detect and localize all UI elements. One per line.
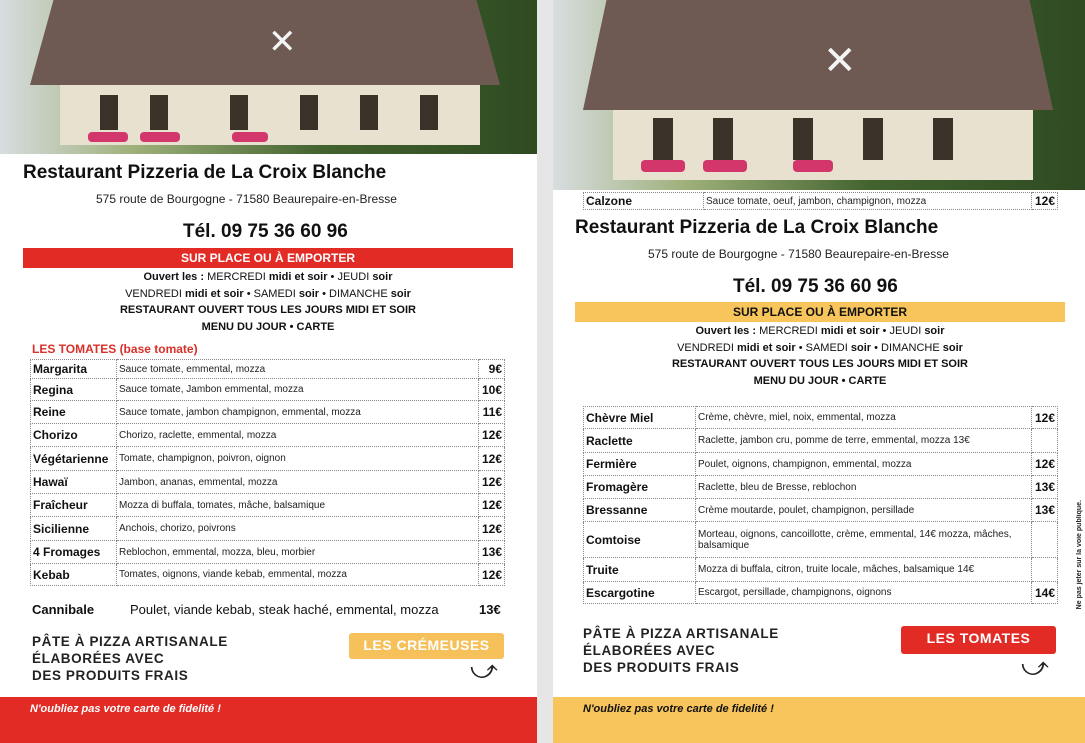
service-band: SUR PLACE OU À EMPORTER (23, 248, 513, 268)
menu-item (584, 476, 1058, 499)
item-name: Raclette (584, 429, 696, 453)
item-price: 12€ (1032, 193, 1058, 210)
menu-item (584, 499, 1058, 522)
item-desc: Mozza di buffala, citron, truite locale, mâches, balsamique 14€ (696, 558, 1032, 582)
slogan: PÂTE À PIZZA ARTISANALE ÉLABORÉES AVEC DES PRODUITS FRAIS (583, 626, 779, 675)
item-desc: Jambon, ananas, emmental, mozza (117, 471, 479, 494)
item-desc: Raclette, bleu de Bresse, reblochon (696, 476, 1032, 499)
item-price: 13€ (1032, 499, 1058, 522)
footer-text: N'oubliez pas votre carte de fidelité ! (583, 703, 774, 715)
hours-line-4: MENU DU JOUR • CARTE (753, 374, 887, 387)
item-desc: Crème moutarde, poulet, champignon, persillade (696, 499, 1032, 522)
menu-item (31, 424, 505, 447)
item-price (1032, 558, 1058, 582)
menu-item (31, 379, 505, 401)
item-name: Fraîcheur (31, 494, 117, 517)
menu-item (31, 494, 505, 517)
item-name: Sicilienne (31, 517, 117, 541)
menu-item (31, 564, 505, 586)
footer-band (553, 697, 1085, 743)
item-name: Calzone (584, 193, 704, 210)
menu-table-tomates (30, 359, 505, 586)
hours-line-4: MENU DU JOUR • CARTE (201, 320, 335, 333)
restaurant-title: Restaurant Pizzeria de La Croix Blanche (575, 217, 939, 238)
phone-number: Tél. 09 75 36 60 96 (183, 221, 348, 242)
item-name: Chorizo (31, 424, 117, 447)
item-price: 10€ (479, 379, 505, 401)
item-desc: Tomate, champignon, poivron, oignon (117, 447, 479, 471)
cannibale-desc: Poulet, viande kebab, steak haché, emmental, mozza (130, 602, 439, 617)
menu-item (31, 471, 505, 494)
item-desc: Mozza di buffala, tomates, mâche, balsamique (117, 494, 479, 517)
cannibale-name: Cannibale (32, 602, 95, 617)
menu-item (31, 360, 505, 379)
menu-item (31, 447, 505, 471)
item-price: 11€ (479, 401, 505, 424)
hours-line-3: RESTAURANT OUVERT TOUS LES JOURS MIDI ET SOIR (671, 358, 968, 370)
item-price: 13€ (1032, 476, 1058, 499)
restaurant-address: 575 route de Bourgogne - 71580 Beaurepaire-en-Bresse (96, 192, 397, 206)
menu-item (31, 401, 505, 424)
menu-table-top (583, 192, 1058, 210)
item-desc: Sauce tomate, emmental, mozza (117, 360, 479, 379)
item-desc: Crème, chèvre, miel, noix, emmental, mozza (696, 407, 1032, 429)
item-desc: Sauce tomate, jambon champignon, emmental, mozza (117, 401, 479, 424)
item-price: 12€ (479, 517, 505, 541)
item-desc: Sauce tomate, oeuf, jambon, champignon, mozza (704, 193, 1032, 210)
item-desc: Chorizo, raclette, emmental, mozza (117, 424, 479, 447)
restaurant-title: Restaurant Pizzeria de La Croix Blanche (23, 162, 387, 183)
item-price: 9€ (479, 360, 505, 379)
opening-hours (23, 269, 513, 335)
page-gutter (537, 0, 553, 743)
hours-line-2: VENDREDI midi et soir • SAMEDI soir • DIMANCHE soir (677, 341, 963, 354)
item-desc: Poulet, oignons, champignon, emmental, mozza (696, 453, 1032, 476)
item-desc: Morteau, oignons, cancoillotte, crème, emmental, 14€ mozza, mâches, balsamique (696, 522, 1032, 558)
item-name: Hawaï (31, 471, 117, 494)
hours-line-1: Ouvert les : MERCREDI midi et soir • JEUDI soir (695, 325, 945, 337)
item-name: Chèvre Miel (584, 407, 696, 429)
item-name: Margarita (31, 360, 117, 379)
menu-item (584, 558, 1058, 582)
item-desc: Escargot, persillade, champignons, oignons (696, 582, 1032, 604)
restaurant-photo: ✕ (0, 0, 537, 154)
item-price (1032, 429, 1058, 453)
item-desc: Raclette, jambon cru, pomme de terre, emmental, mozza 13€ (696, 429, 1032, 453)
menu-item (584, 193, 1058, 210)
slogan: PÂTE À PIZZA ARTISANALE ÉLABORÉES AVEC DES PRODUITS FRAIS (32, 634, 228, 683)
item-price: 14€ (1032, 582, 1058, 604)
item-price: 12€ (1032, 453, 1058, 476)
item-desc: Reblochon, emmental, mozza, bleu, morbier (117, 541, 479, 564)
item-name: Bressanne (584, 499, 696, 522)
cannibale-price: 13€ (479, 602, 501, 617)
menu-item (31, 517, 505, 541)
item-name: Comtoise (584, 522, 696, 558)
footer-band (0, 697, 537, 743)
item-name: Regina (31, 379, 117, 401)
side-notice: Ne pas jeter sur la voie publique. (1076, 500, 1083, 610)
item-name: Kebab (31, 564, 117, 586)
item-desc: Anchois, chorizo, poivrons (117, 517, 479, 541)
badge-tomates: LES TOMATES (901, 626, 1056, 654)
arrow-icon: ⤻ (1021, 652, 1049, 682)
menu-item (584, 582, 1058, 604)
service-band: SUR PLACE OU À EMPORTER (575, 302, 1065, 322)
menu-item (584, 429, 1058, 453)
menu-item (584, 453, 1058, 476)
item-price: 13€ (479, 541, 505, 564)
arrow-icon: ⤻ (470, 655, 498, 685)
footer-text: N'oubliez pas votre carte de fidelité ! (30, 703, 221, 715)
item-price: 12€ (479, 447, 505, 471)
menu-item-cannibale (32, 602, 94, 617)
item-name: Fromagère (584, 476, 696, 499)
item-price: 12€ (479, 494, 505, 517)
item-name: Escargotine (584, 582, 696, 604)
item-name: Truite (584, 558, 696, 582)
item-desc: Sauce tomate, Jambon emmental, mozza (117, 379, 479, 401)
item-name: Végétarienne (31, 447, 117, 471)
phone-number: Tél. 09 75 36 60 96 (733, 276, 898, 297)
opening-hours (575, 323, 1065, 389)
restaurant-address: 575 route de Bourgogne - 71580 Beaurepaire-en-Bresse (648, 247, 949, 261)
item-name: 4 Fromages (31, 541, 117, 564)
item-price: 12€ (479, 471, 505, 494)
section-title-tomates: LES TOMATES (base tomate) (32, 342, 198, 356)
hours-line-3: RESTAURANT OUVERT TOUS LES JOURS MIDI ET SOIR (119, 304, 416, 316)
item-price: 12€ (479, 564, 505, 586)
menu-item (31, 541, 505, 564)
item-name: Fermière (584, 453, 696, 476)
menu-table-cremeuses (583, 406, 1058, 604)
flyer-page-left (0, 0, 537, 743)
item-name: Reine (31, 401, 117, 424)
menu-item (584, 407, 1058, 429)
restaurant-photo: ✕ (553, 0, 1085, 190)
hours-line-2: VENDREDI midi et soir • SAMEDI soir • DIMANCHE soir (125, 287, 411, 300)
menu-item (584, 522, 1058, 558)
item-price: 12€ (1032, 407, 1058, 429)
badge-cremeuses: LES CRÉMEUSES (349, 633, 504, 659)
item-desc: Tomates, oignons, viande kebab, emmental, mozza (117, 564, 479, 586)
item-price: 12€ (479, 424, 505, 447)
flyer-page-right (553, 0, 1085, 743)
item-price (1032, 522, 1058, 558)
hours-line-1: Ouvert les : MERCREDI midi et soir • JEUDI soir (143, 271, 393, 283)
